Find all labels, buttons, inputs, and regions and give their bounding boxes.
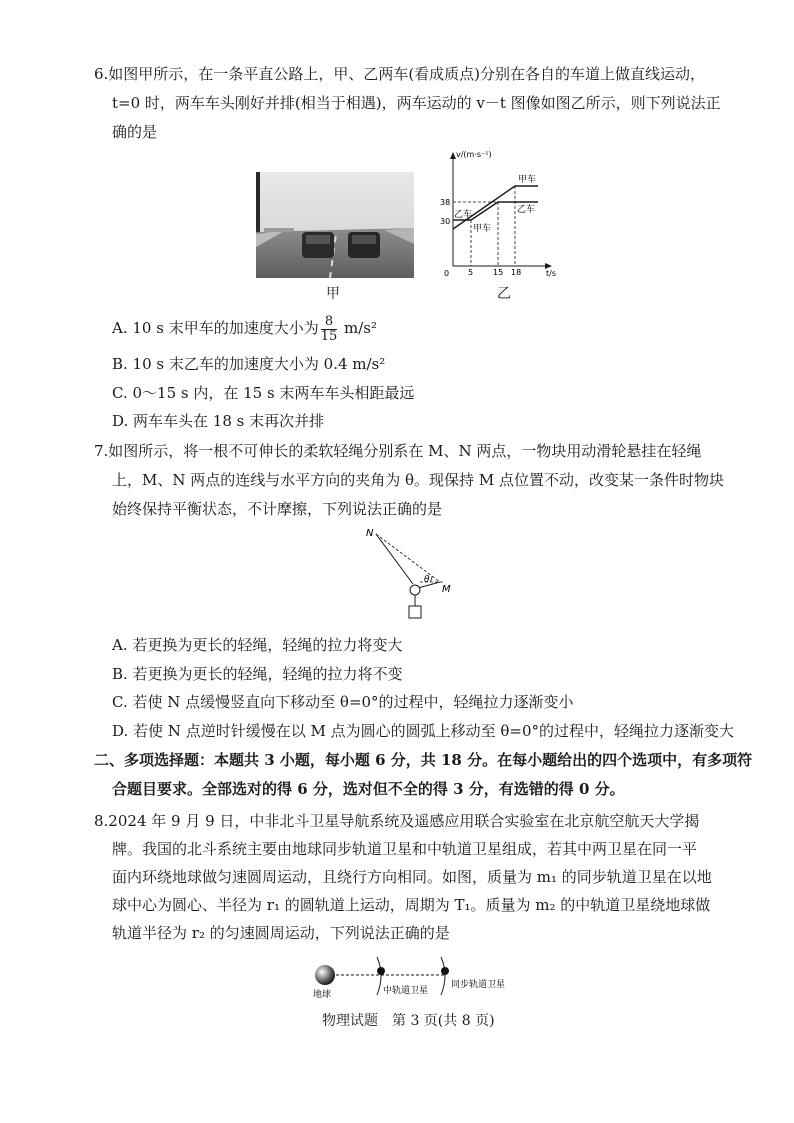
q7-option-a: A. 若更换为更长的轻绳，轻绳的拉力将变大 — [112, 636, 403, 654]
q7-pulley-diagram — [360, 522, 470, 627]
q7-pulley — [410, 585, 420, 595]
vt-y-label: v/(m·s⁻¹) — [456, 150, 492, 159]
q6-option-a-numerator: 8 — [321, 315, 338, 330]
q8-mid-satellite-label: 中轨道卫星 — [383, 986, 429, 996]
q7-stem-line-1: 7.如图所示，将一根不可伸长的柔软轻绳分别系在 M、N 两点，一物块用动滑轮悬挂在轻绳 — [94, 442, 702, 460]
q6-option-a-unit: m/s² — [339, 319, 378, 337]
q7-option-d: D. 若使 N 点逆时针缓慢在以 M 点为圆心的圆弧上移动至 θ=0°的过程中，轻绳拉力逐渐变大 — [112, 722, 734, 740]
q6-stem-line-2: t=0 时，两车车头刚好并排(相当于相遇)，两车运动的 v－t 图像如图乙所示，则下列说法正 — [112, 94, 721, 112]
q7-stem-line-3: 始终保持平衡状态，不计摩擦，下列说法正确的是 — [112, 500, 443, 518]
q7-angle-arc — [430, 576, 432, 582]
q7-option-b: B. 若更换为更长的轻绳，轻绳的拉力将不变 — [112, 665, 403, 683]
q7-block — [409, 606, 421, 618]
q8-sync-orbit-arc — [441, 957, 445, 995]
vt-label-yi-start: 乙车 — [454, 210, 473, 220]
q7-rope-left — [376, 534, 413, 584]
q8-stem-line-5: 轨道半径为 r₂ 的匀速圆周运动，下列说法正确的是 — [112, 924, 450, 942]
q8-stem-line-2: 牌。我国的北斗系统主要由地球同步轨道卫星和中轨道卫星组成，若其中两卫星在同一平 — [112, 840, 698, 858]
vt-tick-15: 15 — [493, 268, 504, 277]
q8-mid-orbit-arc — [377, 957, 381, 995]
q6-option-d: D. 两车车头在 18 s 末再次并排 — [112, 412, 325, 430]
q7-point-n-label: N — [366, 528, 374, 539]
q8-orbit-diagram — [305, 955, 535, 1003]
q6-option-a-text: A. 10 s 末甲车的加速度大小为 — [112, 319, 319, 337]
vt-tick-5: 5 — [468, 268, 474, 277]
q7-stem-line-2: 上，M、N 两点的连线与水平方向的夹角为 θ。现保持 M 点位置不动，改变某一条件时物块 — [112, 471, 724, 489]
q8-stem-line-4: 球中心为圆心、半径为 r₁ 的圆轨道上运动，周期为 T₁。质量为 m₂ 的中轨道卫星绕地球做 — [112, 896, 711, 914]
q8-earth — [315, 965, 335, 985]
q6-option-c: C. 0～15 s 内，在 15 s 末两车车头相距最远 — [112, 384, 415, 402]
q7-mn-line — [376, 534, 440, 582]
q6-stem-line-1: 6.如图甲所示，在一条平直公路上，甲、乙两车(看成质点)分别在各自的车道上做直线运动， — [94, 65, 706, 83]
q6-option-a — [112, 313, 377, 344]
q6-option-a-fraction — [321, 315, 338, 344]
q7-option-c: C. 若使 N 点缓慢竖直向下移动至 θ=0°的过程中，轻绳拉力逐渐变小 — [112, 693, 574, 711]
vt-label-jia-end: 甲车 — [518, 175, 537, 185]
vt-label-jia-mid: 甲车 — [473, 224, 492, 234]
q7-point-m-label: M — [442, 584, 451, 595]
vt-origin: 0 — [444, 269, 450, 278]
vt-label-yi-end: 乙车 — [517, 205, 536, 215]
q6-stem-line-3: 确的是 — [112, 123, 158, 141]
q6-option-b: B. 10 s 末乙车的加速度大小为 0.4 m/s² — [112, 355, 386, 373]
q8-mid-satellite — [377, 967, 385, 975]
vt-x-label: t/s — [546, 269, 556, 278]
section2-heading-line-2: 合题目要求。全部选对的得 6 分，选对但不全的得 3 分，有选错的得 0 分。 — [112, 780, 625, 798]
q6-vt-graph — [440, 148, 560, 278]
vt-tick-18: 18 — [511, 268, 522, 277]
q8-stem-line-1: 8.2024 年 9 月 9 日，中非北斗卫星导航系统及遥感应用联合实验室在北京航空航天大学揭 — [94, 812, 700, 830]
q6-option-a-denominator: 15 — [320, 328, 338, 344]
vt-tick-38: 38 — [440, 198, 451, 207]
q8-sync-satellite — [441, 967, 449, 975]
section2-heading-line-1: 二、多项选择题：本题共 3 小题，每小题 6 分，共 18 分。在每小题给出的四个选项中，有多项符 — [94, 751, 753, 769]
q6-photo-jia — [256, 172, 414, 278]
vt-tick-30: 30 — [440, 217, 451, 226]
q8-earth-label: 地球 — [313, 990, 332, 1000]
q6-figure-yi-label: 乙 — [497, 286, 511, 302]
page-footer: 物理试题 第 3 页(共 8 页) — [322, 1013, 495, 1029]
q6-figure-jia-label: 甲 — [326, 286, 340, 302]
q8-sync-satellite-label: 同步轨道卫星 — [451, 980, 506, 990]
q7-theta-label: θ — [424, 575, 430, 585]
q8-stem-line-3: 面内环绕地球做匀速圆周运动，且绕行方向相同。如图，质量为 m₁ 的同步轨道卫星在以地 — [112, 868, 712, 886]
